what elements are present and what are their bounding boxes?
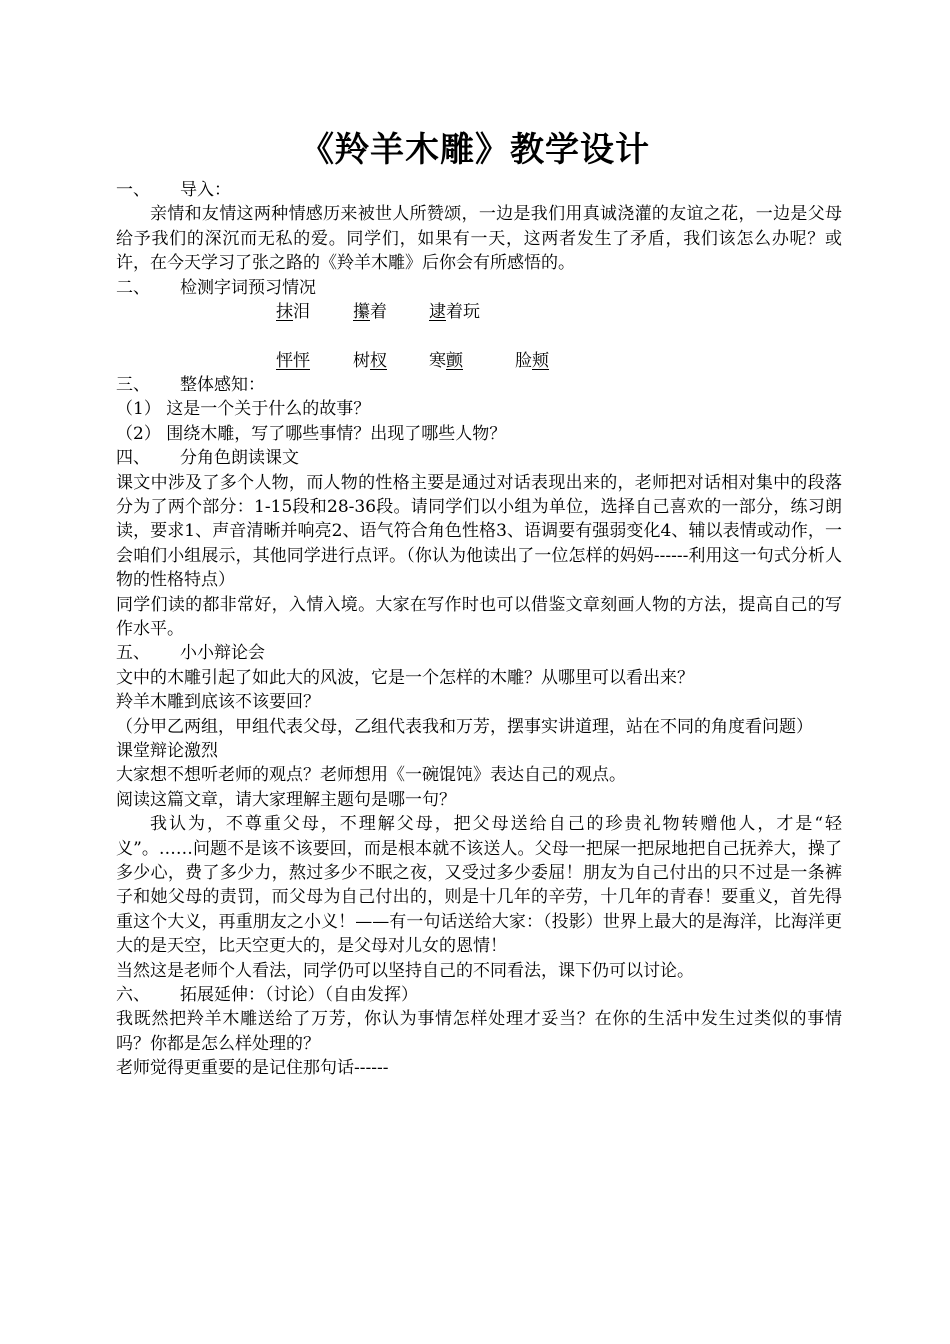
vocab-word: 脸颊 <box>515 351 549 371</box>
debate-note: 课堂辩论激烈 <box>116 740 218 761</box>
extension-paragraph: 我既然把羚羊木雕送给了万芳，你认为事情怎样处理才妥当？在你的生活中发生过类似的事情吗？你都是怎么样处理的？ <box>116 1009 842 1054</box>
intro-paragraph: 亲情和友情这两种情感历来被世人所赞颂，一边是我们用真诚浇灌的友谊之花，一边是父母给予我们的深沉而无私的爱。同学们，如果有一天，这两者发生了矛盾，我们该怎么办呢？或许，在今天学习了张之路的《羚羊木雕》后你会有所感悟的。 <box>116 204 842 274</box>
reading-paragraph: 课文中涉及了多个人物，而人物的性格主要是通过对话表现出来的，老师把对话相对集中的段落分为了两个部分：1-15段和28-36段。请同学们以小组为单位，选择自己喜欢的一部分，练习朗读，要求1、声音清晰并响亮2、语气符合角色性格3、语调要有强弱变化4、辅以表情或动作，一会咱们小组展示，其他同学进行点评。（你认为他读出了一位怎样的妈妈------利用这一句式分析人物的性格特点） <box>116 472 842 591</box>
vocab-word: 抹泪 <box>276 302 310 322</box>
section-number: 二、 <box>116 277 150 298</box>
section-title: 拓展延伸：（讨论）（自由发挥） <box>180 984 418 1005</box>
section-number: 三、 <box>116 375 150 395</box>
vocab-row-2 <box>116 349 842 373</box>
section-number: 四、 <box>116 448 150 469</box>
vocab-row-1 <box>116 300 842 349</box>
section-number: 一、 <box>116 180 150 200</box>
section-heading-2 <box>116 276 842 300</box>
section-title: 分角色朗读课文 <box>180 448 299 469</box>
teacher-view-intro: 大家想不想听老师的观点？老师想用《一碗馄饨》表达自己的观点。 <box>116 765 626 786</box>
document-title: 《羚羊木雕》教学设计 <box>300 130 650 170</box>
teacher-note: 当然这是老师个人看法，同学仍可以坚持自己的不同看法，课下仍可以讨论。 <box>116 960 694 981</box>
document-body <box>116 178 842 1081</box>
section-title: 整体感知： <box>180 375 265 395</box>
vocab-word: 怦怦 <box>276 351 310 371</box>
section-title: 检测字词预习情况 <box>180 277 316 298</box>
debate-question-2: 羚羊木雕到底该不该要回？ <box>116 692 320 713</box>
section-heading-5 <box>116 641 842 665</box>
section-heading-4 <box>116 446 842 470</box>
reading-summary: 同学们读的都非常好，入情入境。大家在写作时也可以借鉴文章刻画人物的方法，提高自己的写作水平。 <box>116 594 842 639</box>
quoted-passage: 我认为，不尊重父母，不理解父母，把父母送给自己的珍贵礼物转赠他人，才是“轻义”。……问题不是该不该要回，而是根本就不该送人。父母一把屎一把尿地把自己抚养大，操了多少心，费了多少力，熬过多少不眠之夜，又受过多少委屈！朋友为自己付出的只不过是一条裤子和她父母的责罚，而父母为自己付出的，则是十几年的辛劳，十几年的青春！要重义，首先得重这个大义，再重朋友之小义！——有一句话送给大家：（投影）世界上最大的是海洋，比海洋更大的是天空，比天空更大的，是父母对儿女的恩情！ <box>116 814 842 957</box>
closing-line: 老师觉得更重要的是记住那句话------ <box>116 1058 389 1079</box>
section-title: 小小辩论会 <box>180 643 265 664</box>
vocab-word: 逮着玩 <box>429 302 480 322</box>
vocab-word: 攥着 <box>353 302 387 322</box>
section-number: 五、 <box>116 643 150 664</box>
vocab-word: 寒颤 <box>429 351 463 371</box>
debate-question-1: 文中的木雕引起了如此大的风波，它是一个怎样的木雕？从哪里可以看出来？ <box>116 667 694 688</box>
vocab-word: 树杈 <box>353 351 387 371</box>
question-2: （2） 围绕木雕，写了哪些事情？出现了哪些人物？ <box>116 423 507 444</box>
reading-question: 阅读这篇文章，请大家理解主题句是哪一句？ <box>116 789 456 810</box>
question-1: （1） 这是一个关于什么的故事？ <box>116 399 371 420</box>
section-title: 导入： <box>180 180 231 200</box>
section-heading-6 <box>116 983 842 1007</box>
section-heading-1 <box>116 178 842 202</box>
section-number: 六、 <box>116 984 150 1005</box>
debate-instructions: （分甲乙两组，甲组代表父母，乙组代表我和万芳，摆事实讲道理，站在不同的角度看问题） <box>116 716 813 737</box>
section-heading-3 <box>116 373 842 397</box>
